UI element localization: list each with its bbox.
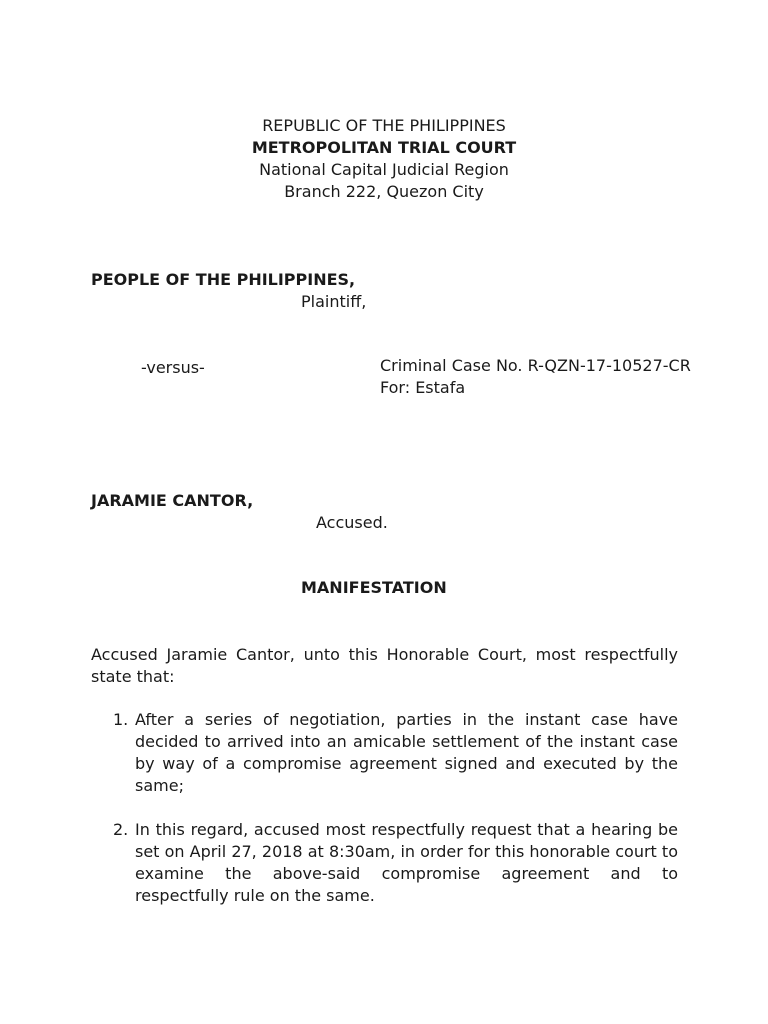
versus-label: -versus-	[141, 358, 205, 377]
list-item-text: After a series of negotiation, parties in the instant case have decided to arrived into an amicable settlement of the instant case by way of a compromise agreement signed and executed by the same;	[135, 710, 678, 795]
case-for: For: Estafa	[380, 378, 466, 397]
header-republic: REPUBLIC OF THE PHILIPPINES	[262, 116, 506, 135]
plaintiff-name: PEOPLE OF THE PHILIPPINES,	[91, 270, 356, 289]
header-court: METROPOLITAN TRIAL COURT	[251, 138, 517, 157]
document-title: MANIFESTATION	[301, 578, 447, 597]
accused-role: Accused.	[316, 513, 388, 532]
case-number: Criminal Case No. R-QZN-17-10527-CR	[380, 356, 691, 375]
list-item	[91, 819, 678, 907]
accused-name: JARAMIE CANTOR,	[91, 491, 254, 510]
header-region: National Capital Judicial Region	[259, 160, 509, 179]
plaintiff-role: Plaintiff,	[301, 292, 367, 311]
list-item	[91, 709, 678, 797]
list-item-text: In this regard, accused most respectfully request that a hearing be set on April 27, 2018 at 8:30am, in order for this honorable court to examine the above-said compromise agreement and to respectfully rule on the same.	[135, 820, 678, 905]
list-item-number: 2.	[113, 820, 129, 839]
list-item-number: 1.	[113, 710, 129, 729]
header-branch: Branch 222, Quezon City	[284, 182, 484, 201]
intro-paragraph: Accused Jaramie Cantor, unto this Honorable Court, most respectfully state that:	[91, 645, 678, 686]
